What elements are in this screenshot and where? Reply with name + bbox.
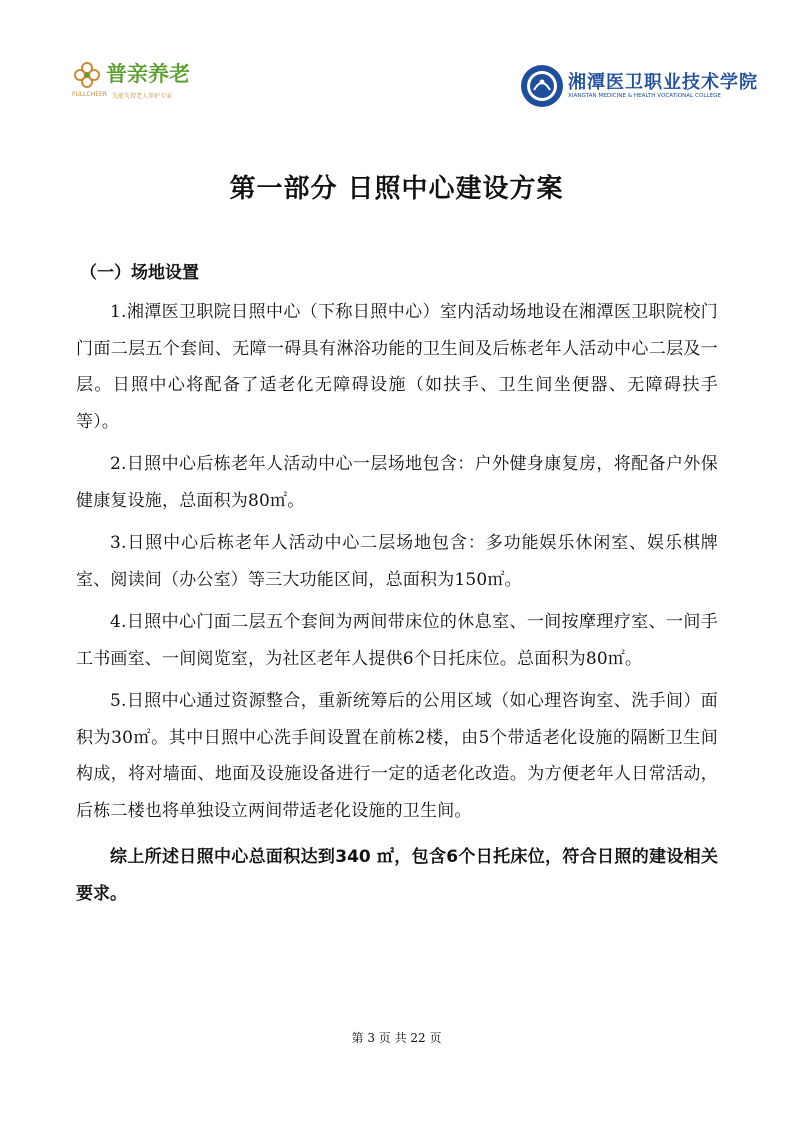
summary-paragraph: 综上所述日照中心总面积达到340 ㎡，包含6个日托床位，符合日照的建设相关要求。 xyxy=(76,847,718,904)
fullcheer-slogan: 失能失智老人养护专家 xyxy=(112,93,173,100)
page-title: 第一部分 日照中心建设方案 xyxy=(229,174,564,204)
fullcheer-brand-name: 普亲养老 xyxy=(106,62,190,86)
fullcheer-logo xyxy=(72,58,202,98)
college-name-cn: 湘潭医卫职业技术学院 xyxy=(568,72,758,93)
paragraph-1: 1.湘潭医卫职院日照中心（下称日照中心）室内活动场地设在湘潭医卫职院校门门面二层五个套间、无障一碍具有淋浴功能的卫生间及后栋老年人活动中心二层及一层。日照中心将配备了适老化无障碍设施（如扶手、卫生间坐便器、无障碍扶手等）。 xyxy=(76,302,718,432)
college-name-en: XIANGTAN MEDICINE & HEALTH VOCATIONAL COLLEGE xyxy=(568,93,721,99)
college-logo xyxy=(520,64,758,112)
paragraph-2: 2.日照中心后栋老年人活动中心一层场地包含：户外健身康复房，将配备户外保健康复设施，总面积为80㎡。 xyxy=(76,454,718,511)
paragraph-3: 3.日照中心后栋老年人活动中心二层场地包含：多功能娱乐休闲室、娱乐棋牌室、阅读间（办公室）等三大功能区间，总面积为150㎡。 xyxy=(76,533,718,590)
flower-logo-icon xyxy=(72,60,102,90)
section-heading: （一）场地设置 xyxy=(80,263,199,283)
paragraph-5: 5.日照中心通过资源整合，重新统筹后的公用区域（如心理咨询室、洗手间）面积为30㎡。其中日照中心洗手间设置在前栋2楼，由5个带适老化设施的隔断卫生间构成，将对墙面、地面及设施设备进行一定的适老化改造。为方便老年人日常活动，后栋二楼也将单独设立两间带适老化设施的卫生间。 xyxy=(76,691,718,821)
page-number-footer: 第 3 页 共 22 页 xyxy=(351,1031,442,1045)
college-seal-icon xyxy=(520,64,564,108)
fullcheer-english-name: FULLCHEER xyxy=(72,91,107,98)
paragraph-4: 4.日照中心门面二层五个套间为两间带床位的休息室、一间按摩理疗室、一间手工书画室、一间阅览室，为社区老年人提供6个日托床位。总面积为80㎡。 xyxy=(76,612,718,669)
document-body xyxy=(76,294,718,929)
